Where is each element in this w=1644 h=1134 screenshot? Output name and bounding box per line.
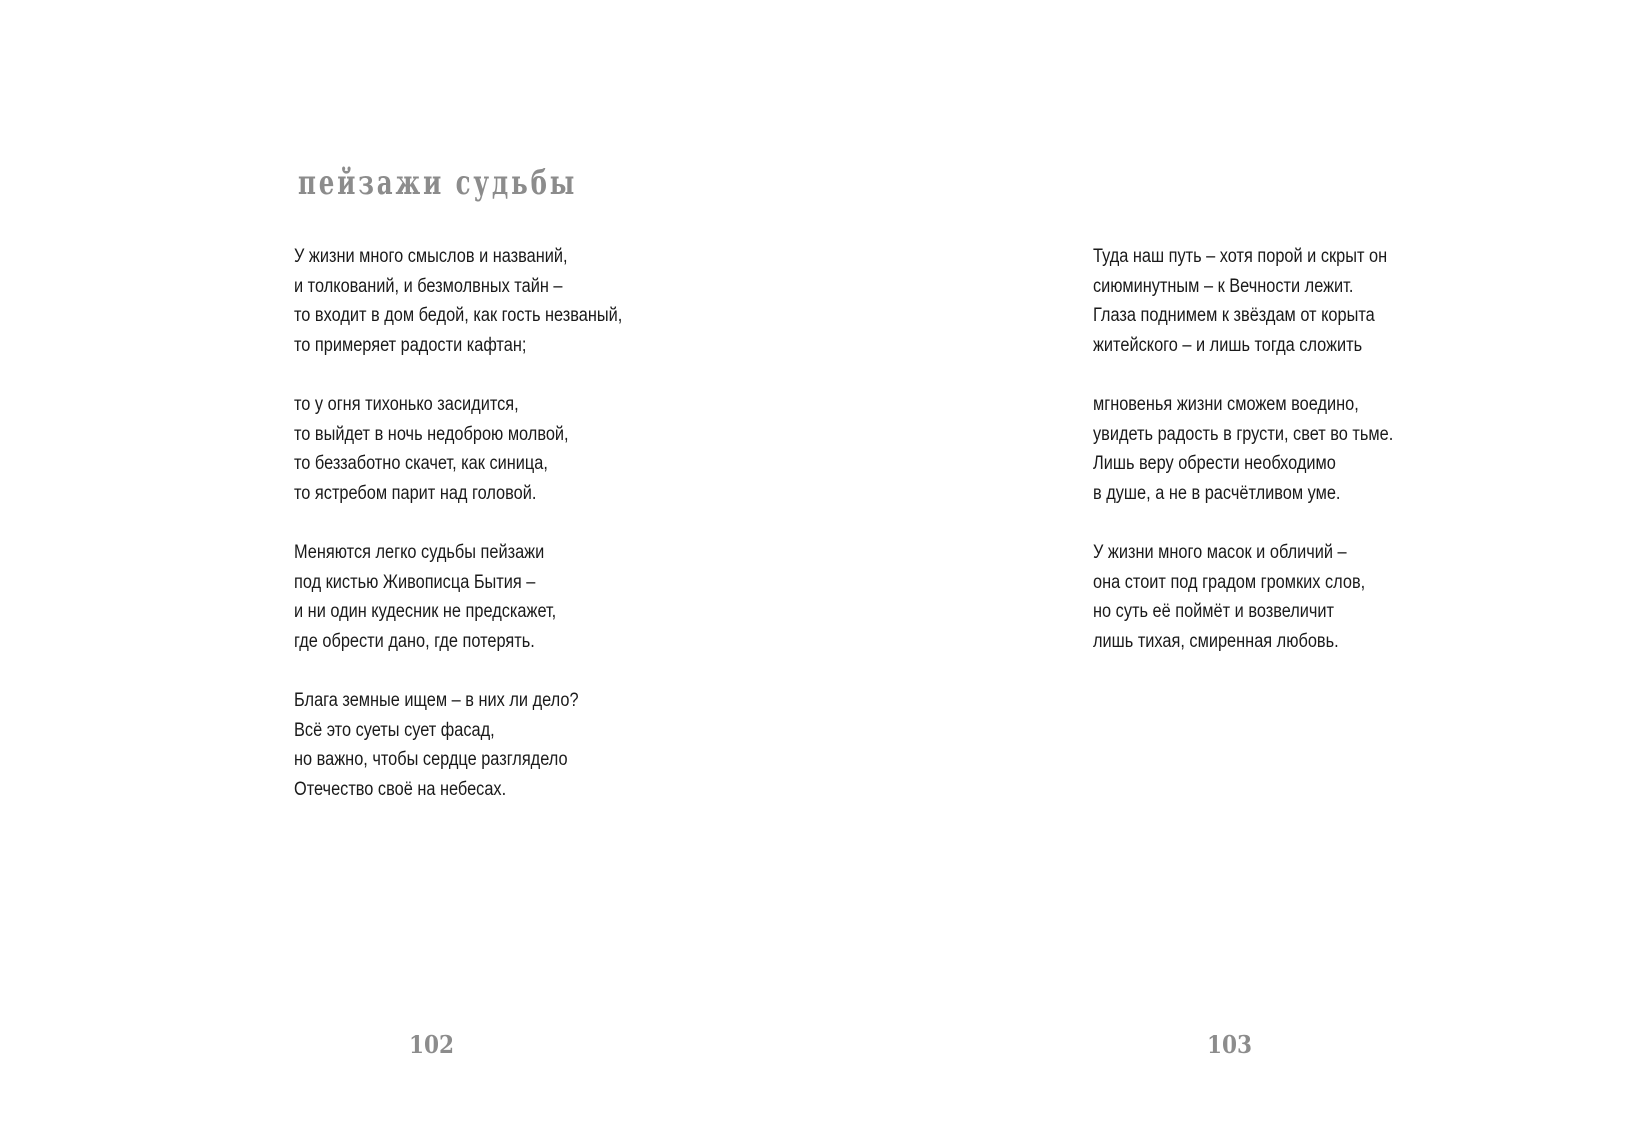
poem-text-right bbox=[1093, 242, 1393, 686]
stanza bbox=[1093, 242, 1393, 360]
poem-line: но суть её поймёт и возвеличит bbox=[1093, 601, 1335, 623]
page-number-left: 102 bbox=[409, 1030, 455, 1059]
right-page bbox=[822, 0, 1644, 1134]
poem-line: то у огня тихонько засидится, bbox=[294, 393, 519, 415]
poem-line: она стоит под градом громких слов, bbox=[1093, 571, 1366, 593]
poem-line: но важно, чтобы сердце разглядело bbox=[294, 749, 568, 771]
poem-line: увидеть радость в грусти, свет во тьме. bbox=[1093, 423, 1394, 445]
poem-line: лишь тихая, смиренная любовь. bbox=[1093, 630, 1339, 652]
poem-line: мгновенья жизни сможем воедино, bbox=[1093, 393, 1359, 415]
poem-line: У жизни много масок и обличий – bbox=[1093, 541, 1347, 563]
stanza bbox=[294, 242, 622, 360]
poem-line: житейского – и лишь тогда сложить bbox=[1093, 334, 1363, 356]
poem-line: то входит в дом бедой, как гость незваный, bbox=[294, 305, 623, 327]
poem-line: Блага земные ищем – в них ли дело? bbox=[294, 689, 579, 711]
poem-line: под кистью Живописца Бытия – bbox=[294, 571, 536, 593]
poem-line: то выйдет в ночь недоброю молвой, bbox=[294, 423, 569, 445]
poem-line: Отечество своё на небесах. bbox=[294, 778, 507, 800]
poem-line: У жизни много смыслов и названий, bbox=[294, 246, 568, 267]
poem-line: то беззаботно скачет, как синица, bbox=[294, 453, 548, 475]
poem-line: и ни один кудесник не предскажет, bbox=[294, 601, 557, 623]
page-number-right: 103 bbox=[1207, 1030, 1253, 1059]
poem-line: то ястребом парит над головой. bbox=[294, 482, 537, 504]
poem-line: в душе, а не в расчётливом уме. bbox=[1093, 482, 1341, 504]
poem-line: и толкований, и безмолвных тайн – bbox=[294, 275, 563, 297]
poem-line: где обрести дано, где потерять. bbox=[294, 630, 535, 652]
stanza bbox=[294, 538, 622, 656]
poem-line: Лишь веру обрести необходимо bbox=[1093, 453, 1336, 475]
poem-line: Всё это суеты сует фасад, bbox=[294, 719, 495, 741]
poem-line: Глаза поднимем к звёздам от корыта bbox=[1093, 305, 1375, 327]
stanza bbox=[294, 686, 622, 804]
poem-line: сиюминутным – к Вечности лежит. bbox=[1093, 275, 1354, 297]
stanza bbox=[1093, 390, 1393, 508]
poem-line: Меняются легко судьбы пейзажи bbox=[294, 541, 545, 563]
stanza bbox=[294, 390, 622, 508]
poem-text-left bbox=[294, 242, 622, 834]
poem-title: пейзажи судьбы bbox=[298, 163, 578, 203]
poem-line: Туда наш путь – хотя порой и скрыт он bbox=[1093, 246, 1388, 267]
poem-line: то примеряет радости кафтан; bbox=[294, 334, 527, 356]
stanza bbox=[1093, 538, 1393, 656]
